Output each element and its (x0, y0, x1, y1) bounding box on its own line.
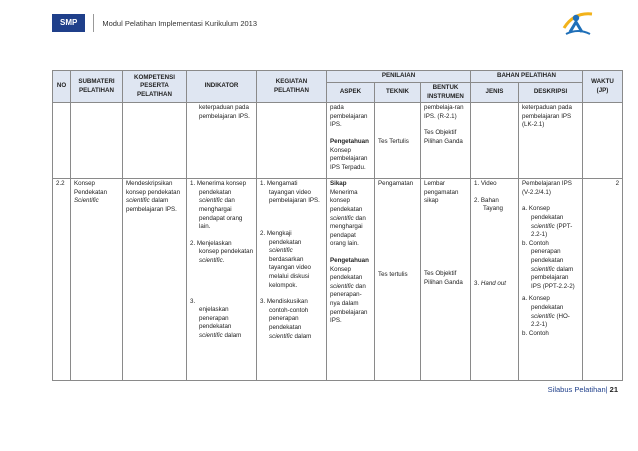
bentuk-text: Tes Objektif Pilihan Ganda (424, 129, 463, 145)
submateri-text: Konsep Pendekatan (74, 180, 108, 196)
cell-aspek (327, 103, 375, 179)
syllabus-table (52, 70, 623, 381)
aspek-text: pada pembelajaran IPS. (330, 104, 368, 129)
indikator-text: 1. Menerima konsep pendekatan (190, 180, 247, 196)
level-badge: SMP (52, 14, 85, 32)
indikator-text: enjelaskan penerapan pendekatan (199, 306, 232, 331)
col-header-deskripsi: DESKRIPSI (519, 83, 583, 103)
col-header-kegiatan: KEGIATAN PELATIHAN (257, 71, 327, 103)
deskripsi-text: scientific (531, 222, 555, 230)
jenis-text: Hand out (480, 279, 507, 287)
deskripsi-text: a. Konsep pendekatan (522, 295, 564, 311)
kegiatan-text: 3. Mendiskusikan contoh-contoh penerapan pendekatan (260, 298, 309, 331)
header-divider (93, 14, 94, 32)
cell-deskripsi (519, 179, 583, 381)
indikator-text: dalam (224, 331, 242, 339)
col-header-no: NO (53, 71, 71, 103)
deskripsi-text: keterpaduan pada pembelajaran IPS (LK-2.1) (522, 104, 572, 129)
kompetensi-text: Mendeskripsikan konsep pendekatan (126, 180, 181, 196)
aspek-text: Konsep pembelajaran IPS Terpadu. (330, 146, 368, 171)
cell-jenis (471, 103, 519, 179)
deskripsi-text: (HO-2.2-1) (531, 312, 570, 329)
cell-kompetensi (123, 103, 187, 179)
aspek-text: scientific (330, 214, 354, 222)
cell-kegiatan (257, 103, 327, 179)
page-number: 21 (609, 385, 618, 394)
cell-indikator (187, 179, 257, 381)
aspek-title: Pengetahuan (330, 256, 369, 264)
jenis-text: 2. Bahan Tayang (474, 196, 503, 213)
cell-teknik (375, 103, 421, 179)
cell-no (53, 103, 71, 179)
cell-jenis (471, 179, 519, 381)
aspek-text: scientific (330, 282, 354, 290)
module-title: Modul Pelatihan Implementasi Kurikulum 2013 (102, 18, 258, 28)
cell-teknik (375, 179, 421, 381)
cell-waktu (583, 103, 623, 179)
jenis-text: 1. Video (474, 180, 497, 188)
deskripsi-text: a. Konsep pendekatan (522, 205, 564, 221)
indikator-text: 2. Menjelaskan konsep pendekatan (190, 239, 254, 256)
aspek-title: Sikap (330, 180, 347, 188)
kegiatan-text: scientific (269, 247, 293, 255)
bentuk-text: Lembar pengamatan sikap (424, 180, 459, 205)
deskripsi-text: scientific (531, 312, 555, 320)
deskripsi-text: b. Contoh (522, 329, 549, 337)
cell-submateri (71, 103, 123, 179)
cell-bentuk (421, 103, 471, 179)
col-header-indikator: INDIKATOR (187, 71, 257, 103)
footer-label: Silabus Pelatihan| (547, 385, 608, 394)
aspek-text: dan menghargai pendapat orang lain. (330, 214, 366, 248)
kompetensi-text: dalam pembelajaran IPS. (126, 197, 177, 213)
deskripsi-text: (PPT-2.2-2) (542, 282, 575, 290)
table-row (53, 103, 623, 179)
aspek-text: Menerima konsep pendekatan (330, 188, 363, 213)
kurikulum-logo-icon (560, 8, 596, 38)
page-footer (548, 385, 618, 394)
col-header-bahan: BAHAN PELATIHAN (471, 71, 583, 83)
aspek-text: Konsep pendekatan (330, 265, 363, 282)
cell-aspek (327, 179, 375, 381)
cell-kompetensi (123, 179, 187, 381)
indikator-text: dan menghargai pendapat orang lain. (199, 197, 243, 231)
col-header-aspek: ASPEK (327, 83, 375, 103)
col-header-submateri: SUBMATERI PELATIHAN (71, 71, 123, 103)
col-header-bentuk: BENTUK INSTRUMEN (421, 83, 471, 103)
bentuk-text: pembelaja-ran IPS. (R-2.1) (424, 104, 464, 120)
deskripsi-text: Pembelajaran IPS (V-2.2/4.1) (522, 180, 572, 196)
indikator-text: keterpaduan pada pembelajaran IPS. (199, 104, 250, 120)
col-header-waktu: WAKTU (JP) (583, 71, 623, 103)
cell-indikator (187, 103, 257, 179)
teknik-text: Tes tertulis (378, 270, 408, 278)
page-header (52, 14, 257, 32)
indikator-text: 3. (190, 297, 196, 305)
deskripsi-text: b. Contoh penerapan pendekatan (522, 239, 564, 264)
deskripsi-text: dalam pembelajaran IPS (531, 265, 574, 290)
cell-kegiatan (257, 179, 327, 381)
cell-submateri (71, 179, 123, 381)
cell-bentuk (421, 179, 471, 381)
submateri-text: Scientific (74, 197, 99, 205)
kegiatan-text: dalam (294, 332, 312, 340)
indikator-text: scientific (199, 197, 223, 205)
bentuk-text: Tes Objektif Pilihan Ganda (424, 269, 463, 286)
col-header-jenis: JENIS (471, 83, 519, 103)
indikator-text: scientific (199, 331, 223, 339)
aspek-title: Pengetahuan (330, 137, 369, 145)
cell-no: 2.2 (53, 179, 71, 381)
kegiatan-text: 1. Mengamati tayangan video pembelajaran IPS. (260, 180, 320, 205)
kegiatan-text: scientific (269, 332, 293, 340)
cell-waktu: 2 (583, 179, 623, 381)
table-row (53, 179, 623, 381)
jenis-text: 3. (474, 279, 480, 287)
col-header-teknik: TEKNIK (375, 83, 421, 103)
cell-deskripsi (519, 103, 583, 179)
deskripsi-text: scientific (531, 265, 555, 273)
kegiatan-text: berdasarkan tayangan video melalui diskusi kelompok. (269, 255, 311, 289)
kegiatan-text: 2. Mengkaji pendekatan (260, 229, 302, 246)
indikator-text: scientific. (199, 256, 225, 264)
col-header-kompetensi: KOMPETENSI PESERTA PELATIHAN (123, 71, 187, 103)
teknik-text: Pengamatan (378, 180, 414, 188)
aspek-text: dan penerapan-nya dalam pembelajaran IPS. (330, 282, 368, 325)
col-header-penilaian: PENILAIAN (327, 71, 471, 83)
deskripsi-text: (PPT-2.2-1) (531, 222, 573, 239)
kompetensi-text: scientific (126, 197, 150, 205)
teknik-text: Tes Tertulis (378, 138, 409, 146)
